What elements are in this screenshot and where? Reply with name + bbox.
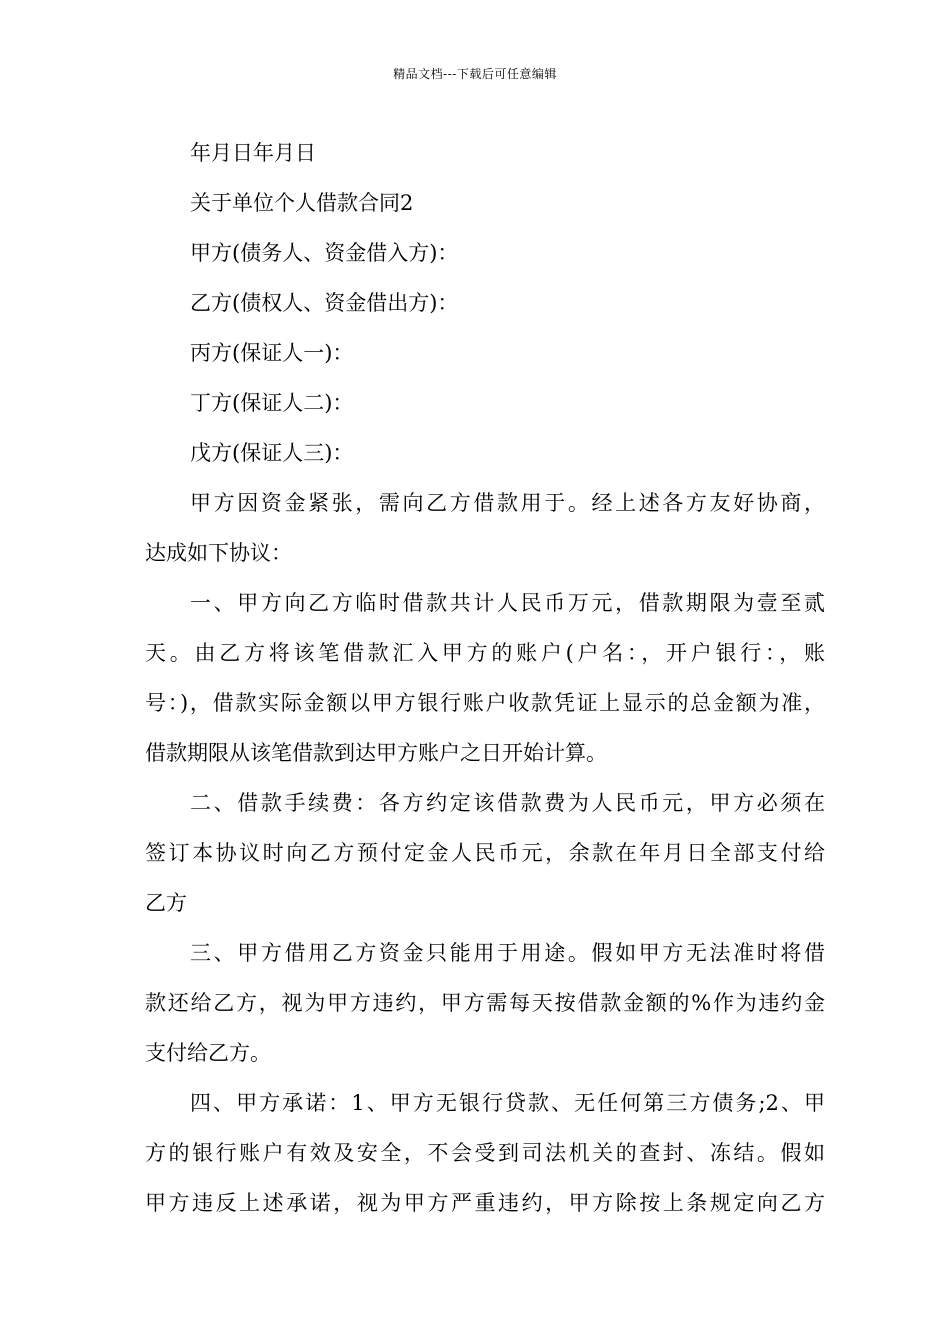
page-header: 精品文档---下载后可任意编辑: [393, 67, 557, 81]
paragraph-line: 二、借款手续费：各方约定该借款费为人民币元，甲方必须在: [190, 791, 825, 815]
paragraph-line: 签订本协议时向乙方预付定金人民币元，余款在年月日全部支付给: [145, 841, 825, 865]
party-e-line: 戊方(保证人三)：: [190, 441, 354, 465]
document-body: [145, 128, 825, 1228]
paragraph-line: 达成如下协议：: [145, 541, 292, 565]
paragraph-line: 甲方违反上述承诺，视为甲方严重违约，甲方除按上条规定向乙方: [145, 1191, 825, 1215]
paragraph-line: 四、甲方承诺：1、甲方无银行贷款、无任何第三方债务;2、甲: [190, 1091, 825, 1115]
paragraph-line: 借款期限从该笔借款到达甲方账户之日开始计算。: [145, 741, 607, 765]
date-line: 年月日年月日: [190, 141, 316, 165]
paragraph-line: 支付给乙方。: [145, 1041, 271, 1065]
paragraph-line: 乙方: [145, 891, 187, 915]
party-c-line: 丙方(保证人一)：: [190, 341, 354, 365]
paragraph-line: 甲方因资金紧张，需向乙方借款用于。经上述各方友好协商，: [190, 491, 825, 515]
party-d-line: 丁方(保证人二)：: [190, 391, 354, 415]
paragraph-line: 款还给乙方，视为甲方违约，甲方需每天按借款金额的%作为违约金: [145, 991, 825, 1015]
paragraph-line: 方的银行账户有效及安全，不会受到司法机关的查封、冻结。假如: [145, 1141, 825, 1165]
paragraph-line: 三、甲方借用乙方资金只能用于用途。假如甲方无法准时将借: [190, 941, 825, 965]
party-b-line: 乙方(债权人、资金借出方)：: [190, 291, 459, 315]
contract-title: 关于单位个人借款合同2: [190, 191, 414, 215]
paragraph-line: 天。由乙方将该笔借款汇入甲方的账户(户名：，开户银行：，账: [145, 641, 825, 665]
party-a-line: 甲方(债务人、资金借入方)：: [190, 241, 459, 265]
paragraph-line: 号：)，借款实际金额以甲方银行账户收款凭证上显示的总金额为准，: [145, 691, 825, 715]
paragraph-line: 一、甲方向乙方临时借款共计人民币万元，借款期限为壹至贰: [190, 591, 825, 615]
